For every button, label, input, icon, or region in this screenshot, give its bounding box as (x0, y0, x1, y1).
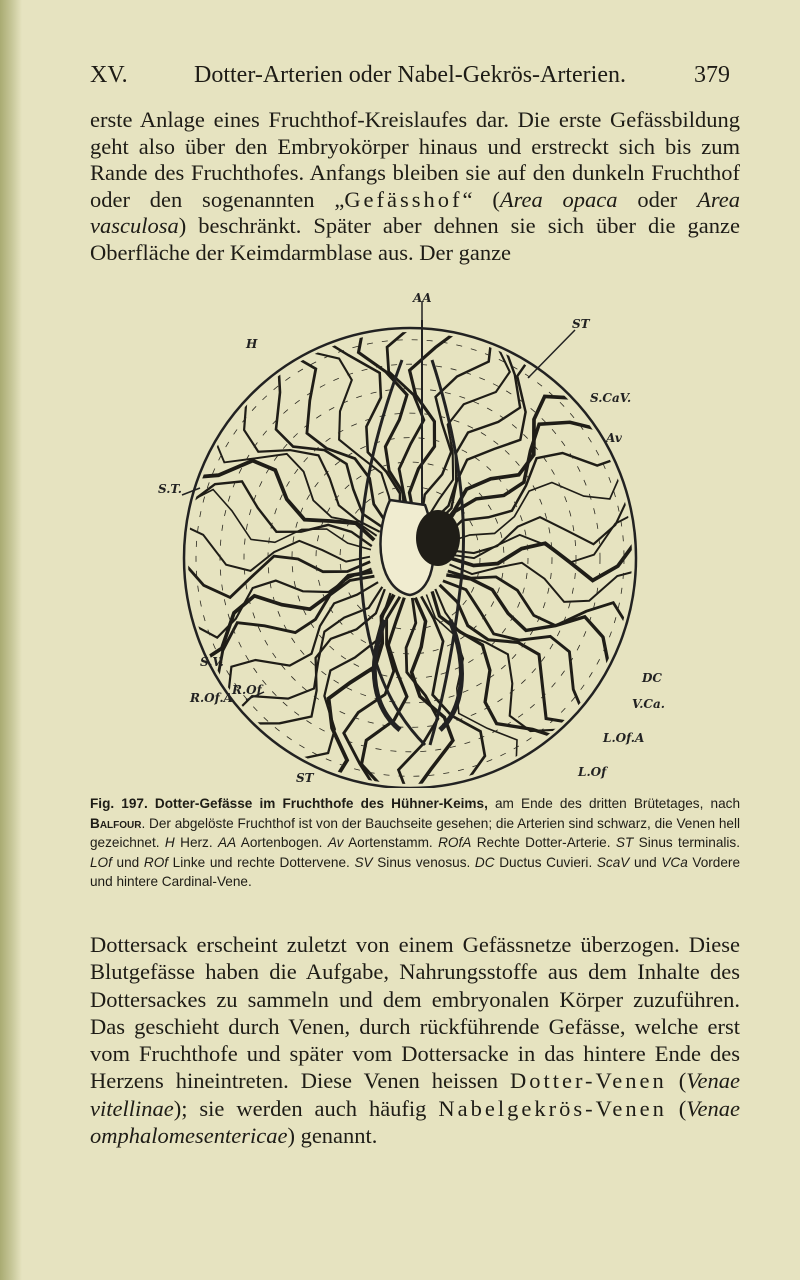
text-run: ( (666, 1095, 687, 1121)
text-run: erste Anlage eines Fruchthof-Kreislaufes dar. Die erste Gefässbildung geht also über den Embryokörper hinaus und erstreckt sich bis zum Rande des Fruchthofes. Anfangs bleiben sie auf den dunkeln Fruchthof oder den sogenannten „ (90, 107, 740, 212)
latin-term: Area vasculosa (90, 186, 740, 238)
label-st-bottom: ST (296, 771, 314, 785)
text-run: Sinus venosus. (372, 854, 475, 870)
label-rofa: R.Of.A (190, 691, 233, 705)
label-sv: S.V. (200, 655, 224, 669)
vessel-branch (426, 595, 517, 769)
label-rof: R.Of (232, 683, 262, 697)
vessel-branch (447, 467, 624, 543)
text-run: und (111, 854, 144, 870)
latin-term: Venae omphalomesentericae (90, 1095, 741, 1149)
abbreviation: Av (327, 835, 344, 850)
label-av: Av (606, 431, 622, 445)
vessel-branch (244, 389, 380, 531)
abbreviation: DC (474, 854, 495, 870)
text-run: Aortenbogen. (236, 835, 328, 850)
vessel-drawing (140, 290, 680, 788)
figure-title: Dotter-Gefässe im Fruchthofe des Hühner-Keims, (154, 796, 488, 811)
label-lofa: L.Of.A (603, 731, 645, 745)
running-header (90, 62, 730, 96)
heart-chamber (416, 510, 460, 566)
label-lof: L.Of (578, 765, 607, 779)
paragraph-bottom (90, 931, 740, 1149)
text-run: Rechte Dotter-Arterie. (471, 835, 616, 850)
vessel-branch (426, 337, 510, 521)
figure-caption (90, 794, 740, 892)
label-line-st (528, 330, 575, 378)
page-number: 379 (694, 62, 730, 88)
text-run: ) genannt. (287, 1123, 378, 1149)
page-edge-shadow (0, 0, 22, 1280)
vessel-branch (178, 556, 370, 597)
latin-term: Area opaca (499, 186, 618, 212)
running-title: Dotter-Arterien oder Nabel-Gekrös-Arterien. (194, 62, 626, 88)
text-run: oder (617, 186, 698, 212)
abbreviation: ROfA (438, 835, 472, 850)
label-scav: S.CaV. (590, 391, 632, 405)
text-run: Linke und rechte Dottervene. (168, 854, 355, 870)
label-aa: AA (413, 291, 432, 305)
vessel-branch (192, 461, 374, 540)
text-run: “ ( (462, 186, 500, 212)
abbreviation: VCa (661, 854, 688, 870)
label-vca: V.Ca. (632, 697, 665, 711)
latin-term: Venae vitellinae (90, 1068, 740, 1121)
label-line-st-left (182, 488, 200, 495)
text-run: Aortenstamm. (343, 835, 439, 850)
label-st-left: S.T. (158, 482, 182, 496)
abbreviation: ST (615, 835, 634, 850)
label-st: ST (572, 317, 590, 331)
chapter-number: XV. (90, 62, 128, 88)
abbreviation: ScaV (596, 854, 630, 870)
text-run: Dottersack erscheint zuletzt von einem Gefässnetze überzogen. Diese Blutgefässe haben die Aufgabe, Nahrungsstoffe aus dem Inhalte des Dottersackes zu sammeln und dem embryonalen Körper zuzuführen. Das geschieht durch Venen, durch rückführende Gefässe, welche erst vom Fruchthofe und später vom Dottersacke in das hintere Ende des Herzens hineintreten. Diese Venen heissen (90, 932, 740, 1094)
spaced-term: Gefässhof (344, 186, 463, 212)
text-run: ); sie werden auch häufig (173, 1095, 439, 1121)
figure-number: Fig. 197. (90, 796, 148, 811)
paragraph-top (90, 107, 740, 266)
abbreviation: ROf (143, 854, 169, 870)
figure-197-illustration (140, 290, 680, 788)
label-dc: DC (642, 671, 662, 685)
vessel-branch (444, 453, 620, 537)
text-run: . Der abgelöste Fruchthof ist von der Bauchseite gesehen; die Arterien sind schwarz, die Venen hell gezeichnet. (90, 815, 740, 850)
text-run: Ductus Cuvieri. (494, 854, 597, 870)
text-run: am Ende des dritten Brütetages, nach (487, 796, 740, 811)
abbreviation: AA (218, 835, 237, 850)
text-run: ) beschränkt. Später aber dehnen sie sich über die ganze Oberfläche der Keimdarmblase aus. Der ganze (90, 213, 740, 265)
author-name: Balfour (90, 815, 142, 831)
label-h: H (246, 337, 258, 351)
text-run: Vordere und hintere Cardinal-Vene. (90, 854, 741, 889)
spaced-term: Nabelgekrös-Venen (438, 1095, 667, 1121)
abbreviation: LOf (90, 854, 112, 870)
spaced-term: Dotter-Venen (510, 1068, 667, 1094)
text-run: ( (666, 1068, 687, 1094)
text-run: und (629, 854, 662, 870)
abbreviation: H (164, 835, 175, 850)
text-run: Sinus terminalis. (633, 835, 741, 850)
abbreviation: SV (354, 854, 373, 870)
vessel-branch (441, 422, 606, 533)
vessel-branch (344, 597, 400, 788)
text-run: Herz. (174, 835, 219, 850)
